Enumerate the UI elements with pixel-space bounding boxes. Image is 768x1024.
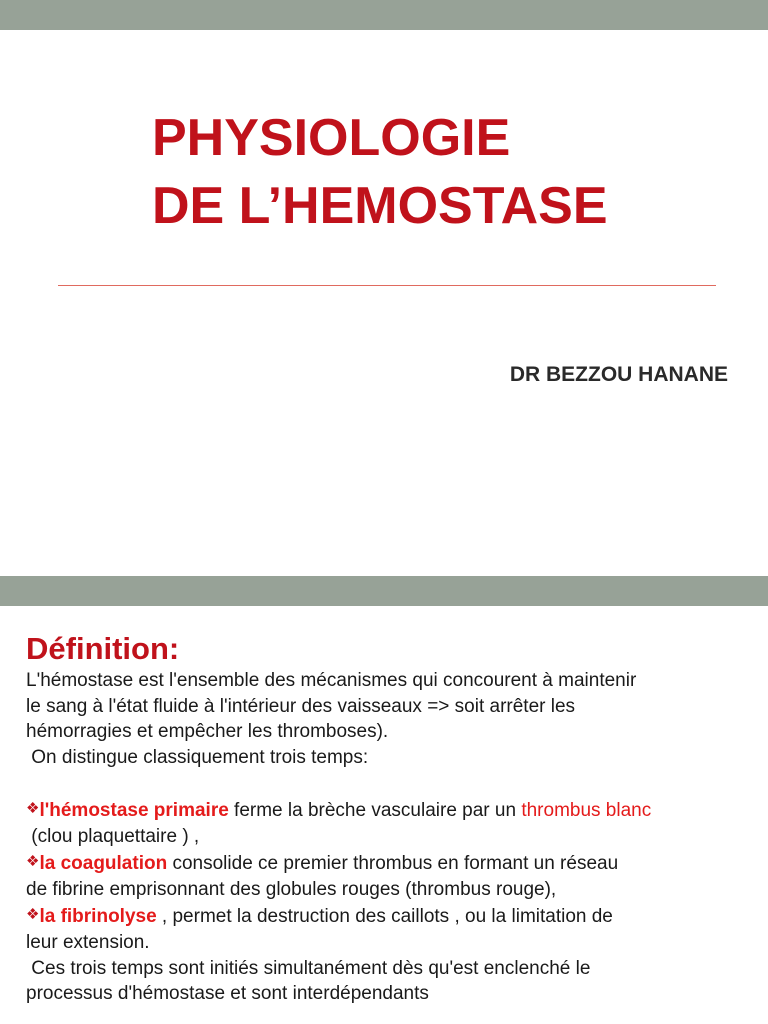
bullet-term: la fibrinolyse [39,906,157,928]
bullet-list [26,796,746,956]
title-divider [58,285,716,286]
list-item [26,796,746,849]
diamond-bullet-icon: ❖ [26,799,40,817]
bullet-term: la coagulation [39,853,168,875]
definition-slide [26,630,746,1007]
intro-line: On distingue classiquement trois temps: [26,746,369,768]
diamond-bullet-icon: ❖ [26,906,40,924]
bullet-term: l'hémostase primaire [39,799,229,821]
intro-line: L'hémostase est l'ensemble des mécanismes qui concourent à maintenir [26,670,637,691]
bullet-continuation: de fibrine emprisonnant des globules rouges (thrombus rouge), [26,878,557,900]
author-name: DR BEZZOU HANANE [509,363,728,386]
closing-line: Ces trois temps sont initiés simultanément dès qu'est enclenché le [26,957,591,979]
intro-paragraph [26,668,746,770]
diamond-bullet-icon: ❖ [26,853,40,871]
top-header-band [0,0,768,30]
closing-line: processus d'hémostase et sont interdépendants [26,983,429,1005]
slide-separator-band [0,576,768,606]
bullet-text: , permet la destruction des caillots , ou la limitation de [156,906,613,928]
list-item [26,849,746,902]
definition-heading: Définition: [26,631,180,666]
slide-title [152,104,608,240]
closing-paragraph [26,956,746,1007]
bullet-continuation: leur extension. [26,931,150,953]
bullet-continuation: (clou plaquettaire ) , [26,825,200,847]
intro-line: hémorragies et empêcher les thromboses). [26,721,389,743]
title-line-1: PHYSIOLOGIE [152,109,511,167]
bullet-highlight: thrombus blanc [521,799,652,821]
intro-line: le sang à l'état fluide à l'intérieur des vaisseaux => soit arrêter les [26,695,576,717]
bullet-text: ferme la brèche vasculaire par un [228,799,522,821]
bullet-text: consolide ce premier thrombus en formant un réseau [167,853,619,875]
list-item [26,902,746,955]
spacer [26,770,746,796]
title-line-2: DE L’HEMOSTASE [152,177,608,235]
